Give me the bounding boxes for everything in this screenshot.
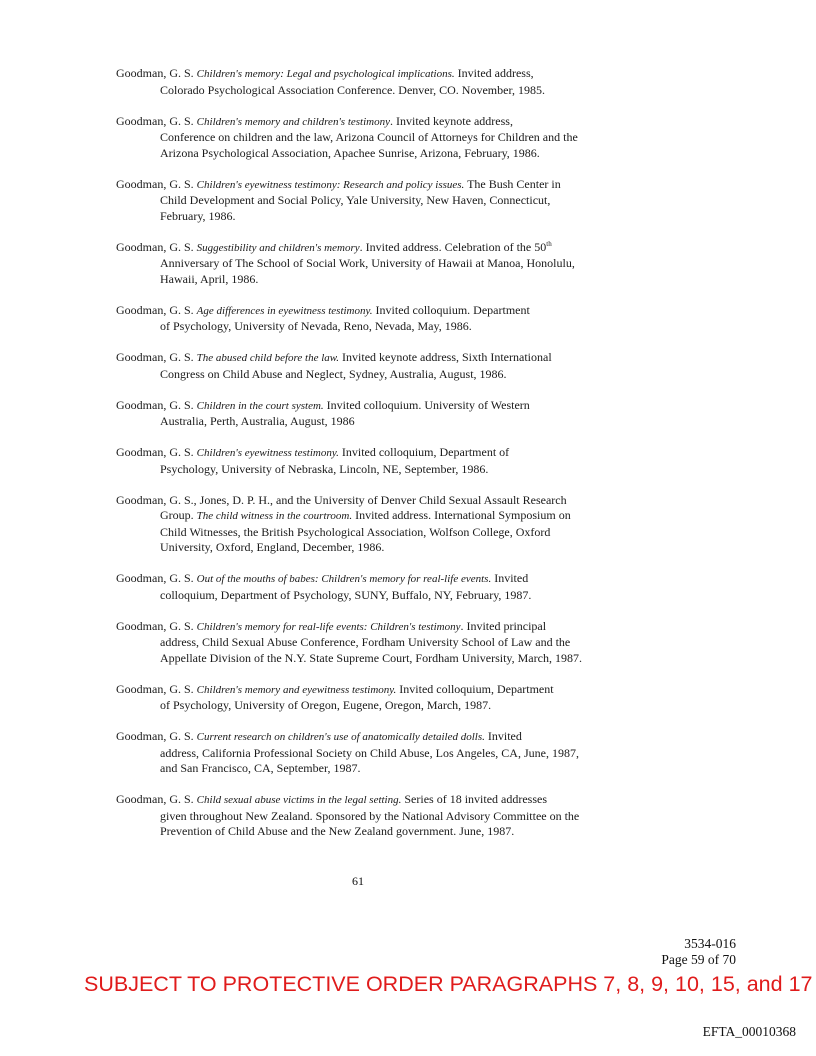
reference-first-line <box>116 398 656 415</box>
reference-title: Children's eyewitness testimony: Research and policy issues. <box>196 178 465 191</box>
reference-list <box>116 66 656 855</box>
reference-continuation-line: given throughout New Zealand. Sponsored by the National Advisory Committee on the <box>160 808 580 823</box>
reference-entry <box>116 114 656 162</box>
reference-continuation-line: Child Development and Social Policy, Yale University, New Haven, Connecticut, <box>160 193 551 207</box>
document-id: 3534-016 <box>684 936 736 951</box>
reference-continuation-line: Child Witnesses, the British Psychological Association, Wolfson College, Oxford <box>160 524 551 539</box>
reference-details: Invited address, <box>454 66 534 80</box>
reference-title: Children's memory and eyewitness testimony. <box>196 683 397 696</box>
reference-title: The child witness in the courtroom. <box>196 510 353 522</box>
reference-continuation-line: Group. The child witness in the courtroom. Invited address. International Symposium on <box>160 508 571 522</box>
bates-number: EFTA_00010368 <box>702 1024 796 1039</box>
reference-entry <box>116 493 656 556</box>
reference-author: Goodman, G. S. <box>116 618 197 633</box>
reference-details: . Invited principal <box>460 618 547 633</box>
ordinal-superscript: th <box>546 239 552 248</box>
reference-first-line <box>116 682 656 699</box>
reference-entry <box>116 619 656 667</box>
reference-details: Series of 18 invited addresses <box>401 792 548 806</box>
reference-author: Goodman, G. S. <box>116 729 197 743</box>
reference-details: Invited keynote address, Sixth International <box>339 350 552 364</box>
reference-continuation-line: address, Child Sexual Abuse Conference, Fordham University School of Law and the <box>160 635 571 649</box>
reference-author: Goodman, G. S. <box>116 239 197 254</box>
reference-author: Goodman, G. S. <box>116 397 197 412</box>
reference-details: . Invited address. Celebration of the 50 <box>359 239 547 254</box>
reference-title: The abused child before the law. <box>196 352 340 364</box>
reference-continuation-line: Colorado Psychological Association Conference. Denver, CO. November, 1985. <box>160 82 545 97</box>
reference-continuation-line: of Psychology, University of Oregon, Eugene, Oregon, March, 1987. <box>160 698 492 712</box>
reference-title: Child sexual abuse victims in the legal setting. <box>196 794 402 806</box>
reference-author: Goodman, G. S., Jones, D. P. H., and the University of Denver Child Sexual Assault Research <box>116 492 567 507</box>
reference-author: Goodman, G. S. <box>116 681 197 696</box>
reference-entry <box>116 445 656 477</box>
reference-entry <box>116 350 656 382</box>
reference-entry <box>116 303 656 335</box>
reference-continuation-line: Psychology, University of Nebraska, Lincoln, NE, September, 1986. <box>160 461 489 476</box>
page-number: 61 <box>352 874 364 888</box>
reference-author: Goodman, G. S. <box>116 350 197 364</box>
reference-entry <box>116 682 656 714</box>
reference-first-line <box>116 303 656 320</box>
reference-author: Goodman, G. S. <box>116 302 197 317</box>
reference-author: Goodman, G. S. <box>116 113 197 128</box>
reference-title: Children's memory: Legal and psychological implications. <box>196 68 455 80</box>
reference-continuation-line: Anniversary of The School of Social Work, University of Hawaii at Manoa, Honolulu, <box>160 256 575 270</box>
reference-details: The Bush Center in <box>464 176 561 191</box>
reference-continuation-line: February, 1986. <box>160 208 236 223</box>
reference-details: Invited colloquium, Department of <box>338 445 510 459</box>
reference-entry <box>116 571 656 603</box>
reference-first-line <box>116 445 656 462</box>
reference-first-line <box>116 350 656 367</box>
reference-continuation-line: and San Francisco, CA, September, 1987. <box>160 761 361 775</box>
reference-first-line <box>116 493 656 509</box>
protective-order-notice: SUBJECT TO PROTECTIVE ORDER PARAGRAPHS 7, 8, 9, 10, 15, and 17 <box>84 972 813 996</box>
reference-first-line <box>116 571 656 588</box>
reference-title: Current research on children's use of anatomically detailed dolls. <box>196 731 485 743</box>
reference-continuation-line: Prevention of Child Abuse and the New Zealand government. June, 1987. <box>160 824 515 838</box>
reference-continuation-line: of Psychology, University of Nevada, Reno, Nevada, May, 1986. <box>160 319 472 333</box>
page-count: Page 59 of 70 <box>661 952 736 967</box>
reference-continuation-line: address, California Professional Society on Child Abuse, Los Angeles, CA, June, 1987, <box>160 745 579 760</box>
reference-author: Goodman, G. S. <box>116 176 197 191</box>
reference-first-line <box>116 66 656 83</box>
reference-details: Invited <box>484 729 522 743</box>
reference-first-line <box>116 240 656 257</box>
reference-continuation-line: Australia, Perth, Australia, August, 1986 <box>160 414 355 428</box>
reference-first-line <box>116 177 656 194</box>
reference-title: Children's memory and children's testimony <box>196 115 390 128</box>
reference-continuation-line: colloquium, Department of Psychology, SUNY, Buffalo, NY, February, 1987. <box>160 587 532 602</box>
reference-first-line <box>116 792 656 809</box>
reference-entry <box>116 398 656 430</box>
reference-first-line <box>116 619 656 636</box>
reference-continuation-line: Arizona Psychological Association, Apachee Sunrise, Arizona, February, 1986. <box>160 145 540 160</box>
reference-first-line <box>116 729 656 746</box>
reference-author: Goodman, G. S. <box>116 66 197 80</box>
reference-title: Suggestibility and children's memory <box>196 241 360 254</box>
reference-author: Goodman, G. S. <box>116 445 197 459</box>
reference-first-line <box>116 114 656 131</box>
reference-details: Invited colloquium. University of Western <box>323 397 530 412</box>
reference-author: Goodman, G. S. <box>116 571 197 585</box>
reference-entry <box>116 240 656 288</box>
reference-details: Invited <box>491 571 529 585</box>
reference-continuation-line: Appellate Division of the N.Y. State Supreme Court, Fordham University, March, 1987. <box>160 650 582 665</box>
reference-entry <box>116 729 656 777</box>
reference-continuation-line: Congress on Child Abuse and Neglect, Sydney, Australia, August, 1986. <box>160 366 507 381</box>
reference-title: Age differences in eyewitness testimony. <box>196 304 373 317</box>
reference-details: . Invited keynote address, <box>389 113 513 128</box>
reference-continuation-line: University, Oxford, England, December, 1986. <box>160 540 385 554</box>
reference-continuation-line: Conference on children and the law, Arizona Council of Attorneys for Children and the <box>160 130 578 144</box>
reference-continuation-line: Hawaii, April, 1986. <box>160 271 259 286</box>
reference-entry <box>116 66 656 98</box>
document-reference <box>661 936 736 968</box>
reference-entry <box>116 177 656 225</box>
reference-title: Children's memory for real-life events: Children's testimony <box>196 620 461 633</box>
reference-details: Invited colloquium. Department <box>372 302 530 317</box>
reference-entry <box>116 792 656 840</box>
reference-details: Invited colloquium, Department <box>396 681 554 696</box>
reference-title: Children's eyewitness testimony. <box>196 447 339 459</box>
reference-title: Children in the court system. <box>196 399 324 412</box>
reference-title: Out of the mouths of babes: Children's memory for real-life events. <box>196 573 492 585</box>
reference-author: Goodman, G. S. <box>116 792 197 806</box>
